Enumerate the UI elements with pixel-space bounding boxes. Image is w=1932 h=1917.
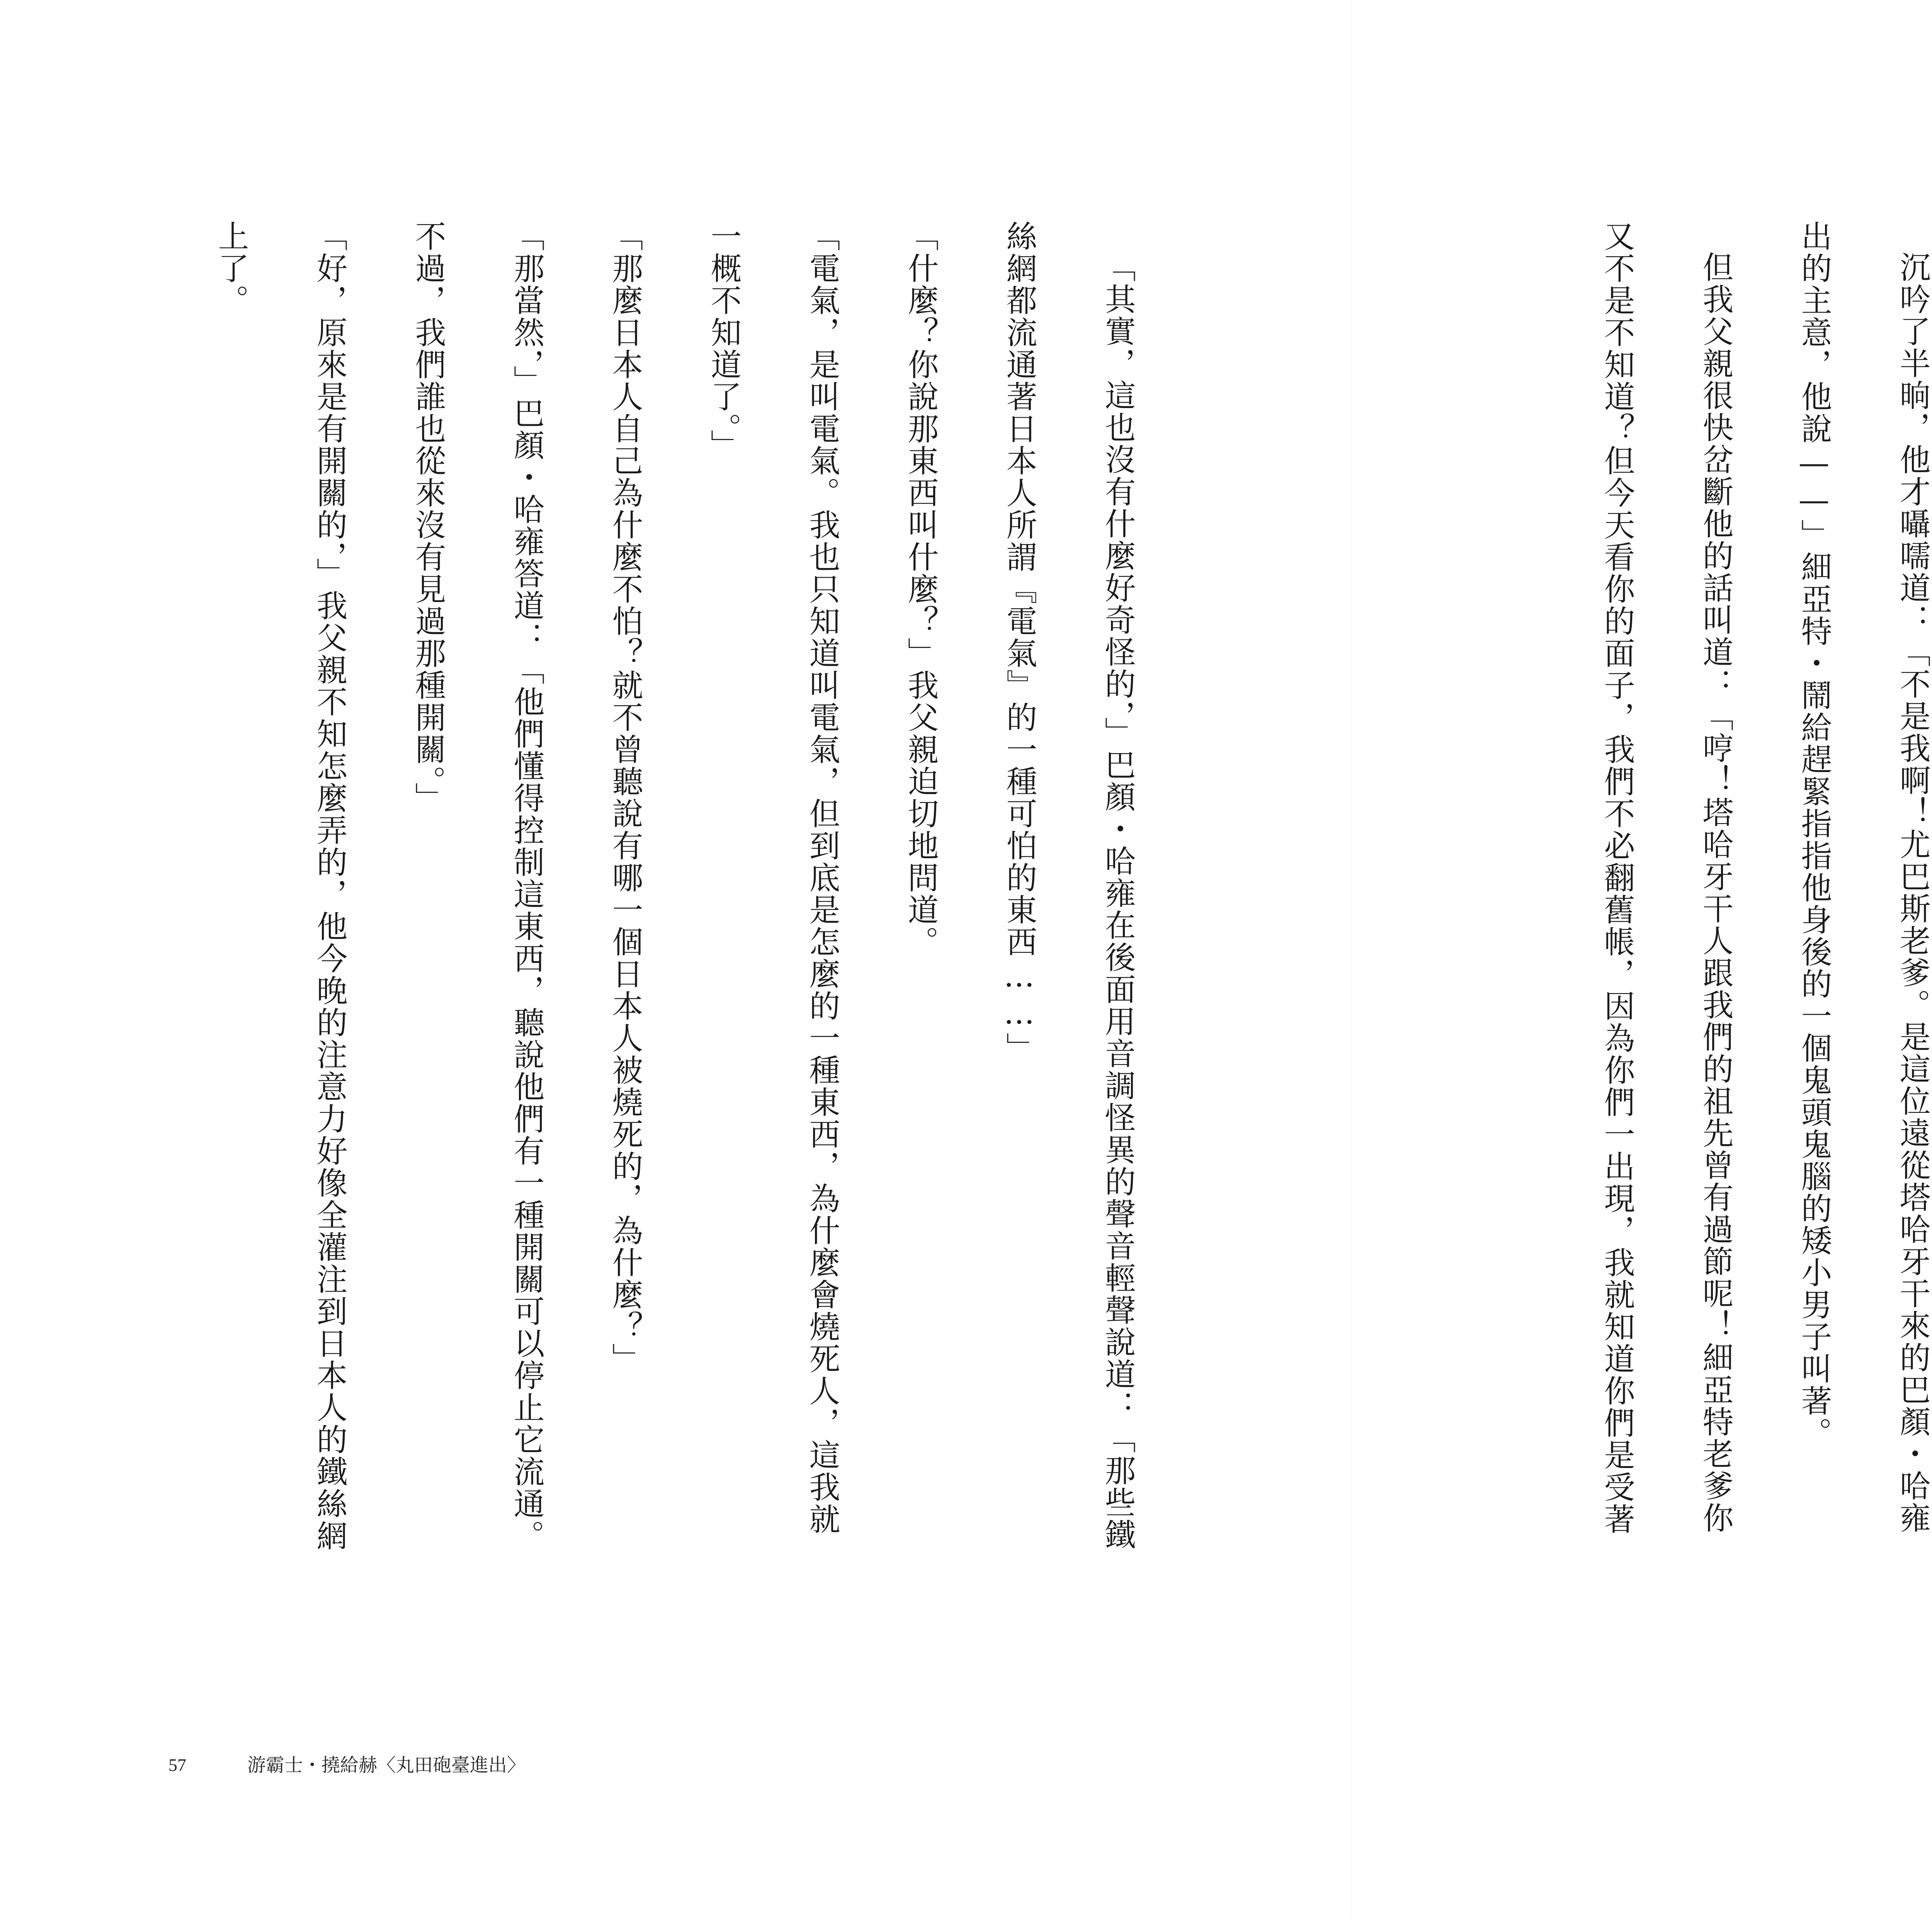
paragraph: 「好，原來是有開關的，」我父親不知怎麼弄的，他今晚的注意力好像全灌注到日本人的鐵絲網上了。 bbox=[213, 220, 347, 1552]
page-number: 57 bbox=[168, 1755, 186, 1775]
paragraph: 但我父親很快岔斷他的話叫道：「哼！塔哈牙干人跟我們的祖先曾有過節呢！細亞特老爹你又不是不知道？但今天看你的面子，我們不必翻舊帳，因為你們一出現，我就知道你們是受著 bbox=[1599, 220, 1733, 1535]
paragraph: 沉吟了半晌，他才囁嚅道：「不是我啊！尤巴斯老爹。是這位遠從塔哈牙干來的巴顏・哈雍出的主意，他說——」細亞特・鬧給趕緊指指他身後的一個鬼頭鬼腦的矮小男子叫著。 bbox=[1796, 220, 1930, 1534]
left-page-body bbox=[162, 220, 1167, 1553]
paragraph: 「那麼日本人自己為什麼不怕？就不曾聽說有哪一個日本人被燒死的，為什麼？」 bbox=[607, 220, 643, 1375]
paragraph: 「什麼？你說那東西叫什麼？」我父親迫切地問道。 bbox=[903, 220, 939, 958]
running-title: 游霸士・撓給赫〈丸田砲臺進出〉 bbox=[247, 1754, 526, 1776]
paragraph: 「電氣，是叫電氣。我也只知道叫電氣，但到底是怎麼的一種東西，為什麼會燒死人，這我就一概不知道了。」 bbox=[706, 220, 840, 1535]
paragraph: 「其實，這也沒有什麼好奇怪的，」巴顏・哈雍在後面用音調怪異的聲音輕聲說道：「那些鐵絲網都流通著日本人所謂『電氣』的一種可怕的東西……」 bbox=[1001, 220, 1136, 1551]
paragraph bbox=[162, 220, 182, 1553]
paragraph: 「那當然，」巴顏・哈雍答道：「他們懂得控制這東西，聽說他們有一種開關可以停止它流通。不過，我們誰也從來沒有見過那種開關。」 bbox=[410, 220, 544, 1552]
right-page-body bbox=[1575, 220, 1932, 1553]
right-page bbox=[1351, 0, 1932, 1917]
